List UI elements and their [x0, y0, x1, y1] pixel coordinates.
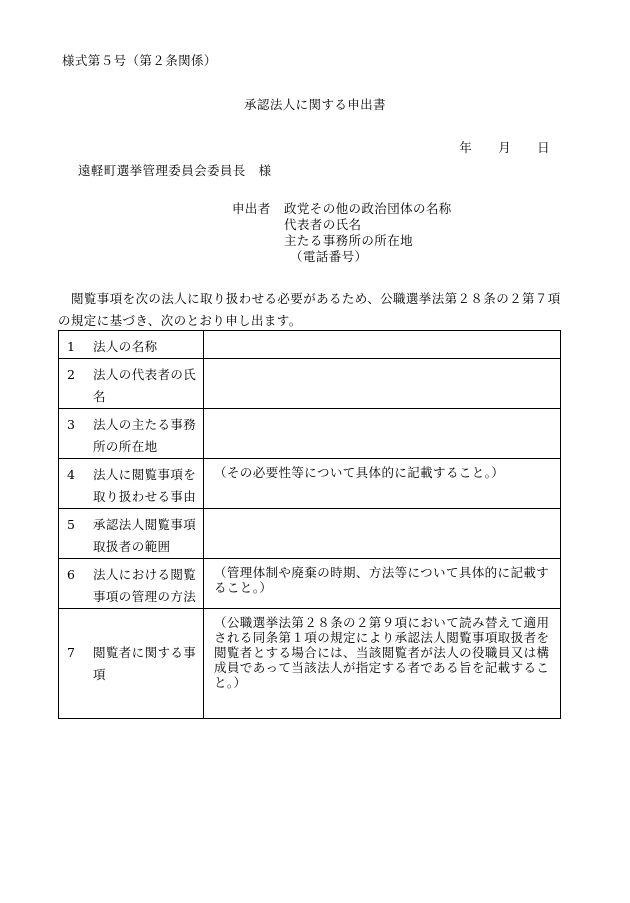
- addressee: 遠軽町選挙管理委員会委員長 様: [78, 163, 272, 178]
- row-entry-cell[interactable]: [204, 359, 561, 409]
- row-entry-cell[interactable]: [204, 409, 561, 459]
- applicant-phone: （電話番号）: [290, 249, 368, 264]
- date-day: 日: [537, 140, 550, 155]
- row-number: 6: [67, 567, 76, 582]
- row-number: 7: [67, 644, 76, 660]
- row-note: [204, 509, 560, 515]
- document-title: 承認法人に関する申出書: [244, 97, 386, 112]
- date-year: 年: [459, 140, 473, 155]
- row-label: 法人の主たる事務所の所在地: [93, 417, 197, 454]
- row-label: 法人の名称: [93, 339, 158, 354]
- applicant-label: 申出者: [232, 201, 271, 216]
- row-note: （管理体制や廃棄の時期、方法等について具体的に記載すること。）: [214, 565, 550, 595]
- row-number: 3: [67, 417, 76, 432]
- table-row: [59, 609, 561, 719]
- applicant-org-name: 政党その他の政治団体の名称: [284, 201, 452, 216]
- table-row: [59, 359, 561, 409]
- date-line: [459, 138, 550, 156]
- row-label: 法人における閲覧事項の管理の方法: [93, 567, 197, 604]
- row-note: （公職選挙法第２８条の２第９項において読み替えて適用される同条第１項の規定により承認法人閲覧事項取扱者を閲覧者とする場合には、当該閲覧者が法人の役職員又は構成員であって当該法人が指定する者である旨を記載すること。）: [214, 615, 550, 690]
- row-label: 承認法人閲覧事項取扱者の範囲: [93, 517, 197, 554]
- body-paragraph: 閲覧事項を次の法人に取り扱わせる必要があるため、公職選挙法第２８条の２第７項の規定に基づき、次のとおり申し出ます。: [58, 291, 561, 328]
- row-note: [204, 359, 560, 365]
- table-row: [59, 331, 561, 359]
- row-label: 法人の代表者の氏名: [93, 367, 197, 404]
- row-number: 4: [67, 467, 76, 482]
- row-note: [204, 409, 560, 415]
- row-entry-cell[interactable]: [204, 509, 561, 559]
- table-row: [59, 559, 561, 609]
- date-month: 月: [498, 140, 512, 155]
- row-note: （その必要性等について具体的に記載すること。）: [214, 465, 505, 480]
- applicant-block: [232, 201, 452, 265]
- table-row: [59, 459, 561, 509]
- row-entry-cell[interactable]: [204, 609, 561, 719]
- applicant-representative: 代表者の氏名: [284, 217, 362, 232]
- table-row: [59, 509, 561, 559]
- row-note: [204, 331, 560, 337]
- application-table: [58, 330, 561, 719]
- applicant-office-address: 主たる事務所の所在地: [284, 233, 414, 248]
- row-number: 1: [67, 339, 76, 354]
- row-entry-cell[interactable]: [204, 459, 561, 509]
- body-text: [58, 288, 568, 332]
- table-row: [59, 409, 561, 459]
- form-number: 様式第５号（第２条関係）: [62, 53, 217, 68]
- row-number: 5: [67, 517, 76, 532]
- row-entry-cell[interactable]: [204, 559, 561, 609]
- row-number: 2: [67, 367, 76, 382]
- row-label: 閲覧者に関する事項: [93, 644, 197, 682]
- row-entry-cell[interactable]: [204, 331, 561, 359]
- row-label: 法人に閲覧事項を取り扱わせる事由: [93, 467, 197, 504]
